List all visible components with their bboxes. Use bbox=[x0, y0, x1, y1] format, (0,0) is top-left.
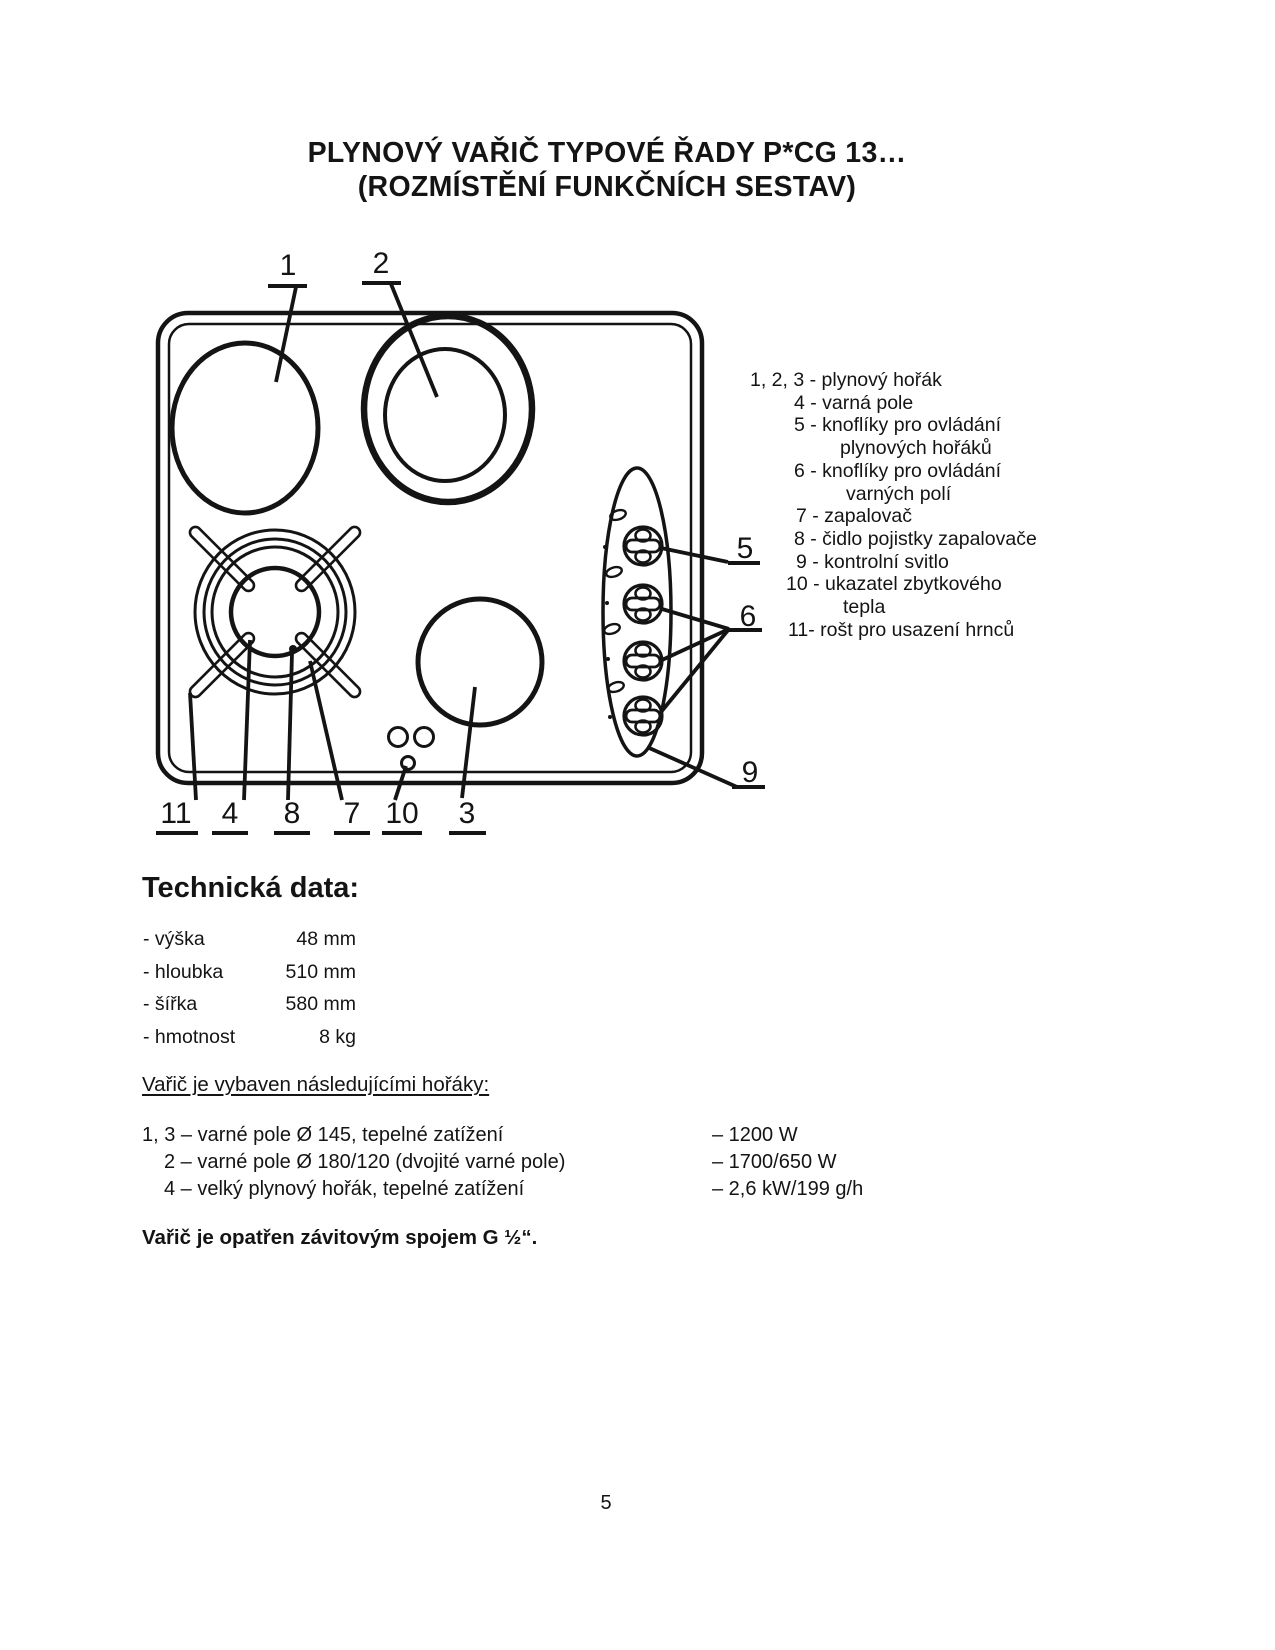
burners-heading: Vařič je vybaven následujícími hořáky: bbox=[142, 1073, 490, 1096]
tech-data-row bbox=[143, 961, 443, 994]
diagram-legend bbox=[748, 369, 1068, 641]
legend-line: 8 - čidlo pojistky zapalovače bbox=[794, 527, 1037, 550]
burner-value: – 1200 W bbox=[712, 1124, 798, 1146]
tech-data-label: - šířka bbox=[143, 993, 198, 1015]
callout-9: 9 bbox=[741, 756, 759, 789]
callout-2: 2 bbox=[372, 247, 390, 280]
callout-5: 5 bbox=[736, 532, 754, 565]
tech-data-value: 48 mm bbox=[296, 928, 356, 950]
tech-data-label: - hmotnost bbox=[143, 1025, 236, 1048]
connection-note: Vařič je opatřen závitovým spojem G ½“. bbox=[142, 1226, 538, 1249]
title-line-1: PLYNOVÝ VAŘIČ TYPOVÉ ŘADY P*CG 13… bbox=[307, 137, 907, 169]
callout-4: 4 bbox=[221, 797, 239, 830]
pan-grid-arms bbox=[188, 525, 363, 700]
burner-2-double-zone bbox=[364, 316, 532, 502]
callout-7: 7 bbox=[343, 797, 361, 830]
page-number: 5 bbox=[600, 1492, 612, 1514]
callout-3: 3 bbox=[458, 797, 476, 830]
callout-6: 6 bbox=[739, 600, 757, 633]
technical-data-table bbox=[143, 928, 443, 1058]
burners-table bbox=[142, 1122, 1042, 1202]
callout-1: 1 bbox=[279, 249, 297, 282]
tech-data-label: - hloubka bbox=[143, 960, 224, 983]
technical-data-heading: Technická data: bbox=[142, 872, 360, 904]
gas-burner-4-with-grid bbox=[188, 525, 363, 700]
tech-data-value: 510 mm bbox=[285, 960, 356, 983]
callout-11: 11 bbox=[160, 797, 192, 830]
burner-value: – 2,6 kW/199 g/h bbox=[712, 1177, 864, 1200]
callout-8: 8 bbox=[283, 797, 301, 830]
knob-4 bbox=[624, 697, 662, 735]
callout-10: 10 bbox=[385, 797, 419, 830]
tech-data-row bbox=[143, 993, 443, 1026]
knob-2 bbox=[624, 585, 662, 623]
cooktop-diagram bbox=[140, 225, 780, 845]
burner-item: 2 – varné pole Ø 180/120 (dvojité varné pole) bbox=[164, 1150, 566, 1173]
legend-line: 9 - kontrolní svitlo bbox=[796, 550, 949, 573]
title-line-2: (ROZMÍSTĚNÍ FUNKČNÍCH SESTAV) bbox=[357, 171, 857, 203]
control-panel bbox=[603, 468, 671, 756]
burner-item: 1, 3 – varné pole Ø 145, tepelné zatížení bbox=[142, 1124, 504, 1146]
burner-3-circle bbox=[418, 599, 542, 725]
knob-1 bbox=[624, 527, 662, 565]
tech-data-value: 8 kg bbox=[319, 1025, 356, 1048]
tech-data-row bbox=[143, 928, 443, 961]
burner-1-circle bbox=[172, 343, 318, 513]
burner-row bbox=[142, 1122, 1042, 1149]
page-title bbox=[0, 136, 1214, 204]
legend-line: varných polí bbox=[846, 482, 952, 505]
legend-line: 5 - knoflíky pro ovládání bbox=[794, 414, 1002, 437]
legend-line: 10 - ukazatel zbytkového bbox=[786, 573, 1002, 596]
knob-3 bbox=[624, 642, 662, 680]
legend-line: plynových hořáků bbox=[840, 437, 992, 460]
legend-line: 6 - knoflíky pro ovládání bbox=[794, 459, 1002, 482]
tech-data-row bbox=[143, 1026, 443, 1059]
burner-row bbox=[142, 1149, 1042, 1176]
legend-line: tepla bbox=[843, 596, 886, 619]
indicator-lights bbox=[389, 728, 434, 770]
burner-item: 4 – velký plynový hořák, tepelné zatížení bbox=[164, 1177, 525, 1200]
burner-value: – 1700/650 W bbox=[712, 1150, 837, 1173]
legend-line: 4 - varná pole bbox=[794, 391, 914, 414]
legend-line: 7 - zapalovač bbox=[796, 505, 912, 528]
callout-labels bbox=[160, 247, 758, 830]
tech-data-label: - výška bbox=[143, 928, 205, 950]
burner-row bbox=[142, 1176, 1042, 1203]
tech-data-value: 580 mm bbox=[285, 993, 356, 1015]
legend-line: 1, 2, 3 - plynový hořák bbox=[750, 369, 942, 391]
legend-line: 11- rošt pro usazení hrnců bbox=[788, 618, 1015, 641]
